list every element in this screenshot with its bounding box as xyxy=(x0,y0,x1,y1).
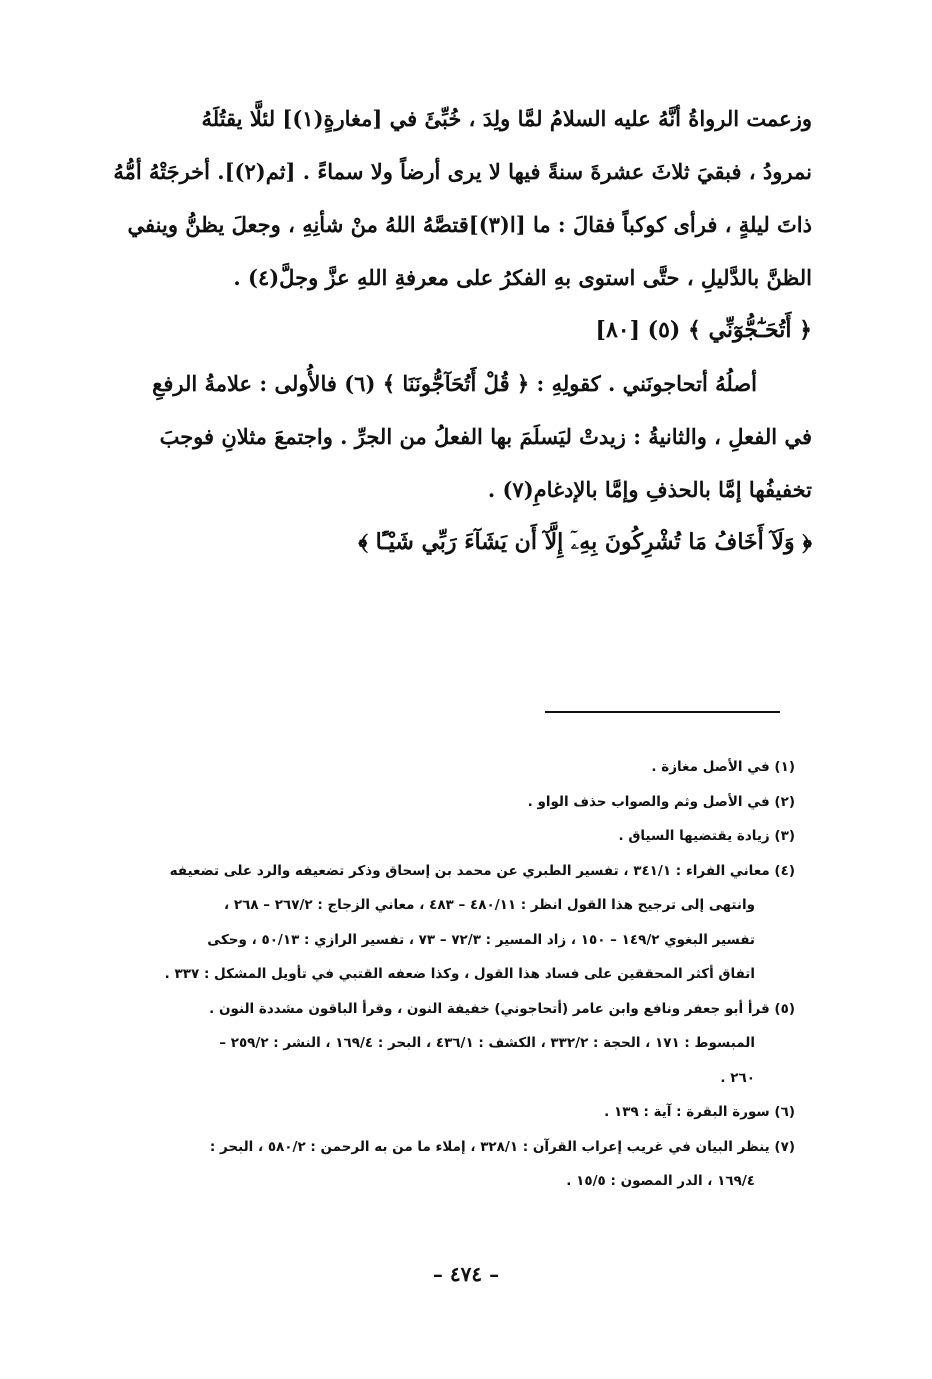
text-line: وزعمت الرواةُ أنَّهُ عليه السلامُ لمَّا ولِدَ ، خُبِّئَ في [مغارةٍ(١)] لئلَّا يقتُلَهُ xyxy=(201,106,812,131)
text-line: ذاتَ ليلةٍ ، فرأى كوكباً فقالَ : ما [ا(٣)]قتصَّهُ اللهُ منْ شأنِهِ ، وجعلَ يظنُّ وينفي xyxy=(127,212,812,237)
footnote-line: (٣) زيادة يقتضيها السياق . xyxy=(618,828,795,844)
footnote-line: ٢٦٠ . xyxy=(720,1069,755,1086)
footnote-line: (٤) معاني الفراء : ٣٤١/١ ، تفسير الطبري عن محمد بن إسحاق وذكر تضعيفه والرد على تضعيفه xyxy=(169,862,795,879)
footnote-line: اتفاق أكثر المحققين على فساد هذا القول ، وكذا ضعفه القتبي في تأويل المشكل : ٣٣٧ . xyxy=(164,966,755,982)
text-line: أصلُهُ أتحاجونَني . كقولِهِ : ﴿ قُلْ أَتُحَآجُّونَنَا ﴾ (٦) فالأُولى : علامةُ الرفعِ xyxy=(152,371,757,396)
footnotes xyxy=(90,750,795,1199)
main-text xyxy=(90,92,812,569)
quran-verse-heading: ﴿ وَلَآ أَخَافُ مَا تُشْرِكُونَ بِهِۦٓ إِلَّآ أَن يَشَآءَ رَبِّي شَيْـًٔا ﴾ xyxy=(358,529,812,555)
text-line: في الفعلِ ، والثانيةُ : زيدتْ ليَسلَمَ بها الفعلُ من الجرِّ . واجتمعَ مثلانِ فوجبَ xyxy=(159,424,812,449)
footnote-line: (٧) ينظر البيان في غريب إعراب القرآن : ٣٢٨/١ ، إملاء ما من به الرحمن : ٥٨٠/٢ ، البحر : xyxy=(209,1138,795,1155)
page-number: – ٤٧٤ – xyxy=(432,1262,500,1286)
footnote-line: (٦) سورة البقرة : آية : ١٣٩ . xyxy=(604,1104,795,1120)
text-line: تخفيفُها إمَّا بالحذفِ وإمَّا بالإدغامِ(٧) . xyxy=(487,477,812,502)
footnote-line: (١) في الأصل مغازة . xyxy=(651,759,795,775)
footnote-line: المبسوط : ١٧١ ، الحجة : ٣٣٢/٢ ، الكشف : ٤٣٦/١ ، البحر : ١٦٩/٤ ، النشر : ٢٥٩/٢ – xyxy=(219,1035,755,1051)
footnote-line: (٥) قرأ أبو جعفر ونافع وابن عامر (أتحاجوني) خفيفة النون ، وقرأ الباقون مشددة النون . xyxy=(209,1000,795,1017)
text-line: الظنَّ بالدَّليلِ ، حتَّى استوى بهِ الفكرُ على معرفةِ اللهِ عزَّ وجلَّ(٤) . xyxy=(233,265,812,290)
footnote-line: ١٦٩/٤ ، الدر المصون : ١٥/٥ . xyxy=(566,1173,755,1189)
footnote-line: وانتهى إلى ترجيح هذا القول انظر : ٤٨٠/١١ – ٤٨٣ ، معاني الزجاج : ٢٦٧/٢ – ٢٦٨ ، xyxy=(224,897,755,913)
footnote-line: (٢) في الأصل وثم والصواب حذف الواو . xyxy=(527,793,795,810)
quran-verse-heading: ﴿ أَتُحَـٰٓجُّوٓنِّي ﴾ (٥) [٨٠] xyxy=(595,317,812,343)
footnote-line: تفسير البغوي ١٤٩/٢ – ١٥٠ ، زاد المسير : ٧٢/٣ – ٧٣ ، تفسير الرازي : ٥٠/١٣ ، وحكى xyxy=(207,931,755,948)
footnote-divider xyxy=(545,711,780,713)
text-line: نمرودُ ، فبقيَ ثلاثَ عشرةَ سنةً فيها لا يرى أرضاً ولا سماءً . [ثم(٢)]. أخرجَتْهُ أمُّهُ xyxy=(113,159,812,184)
